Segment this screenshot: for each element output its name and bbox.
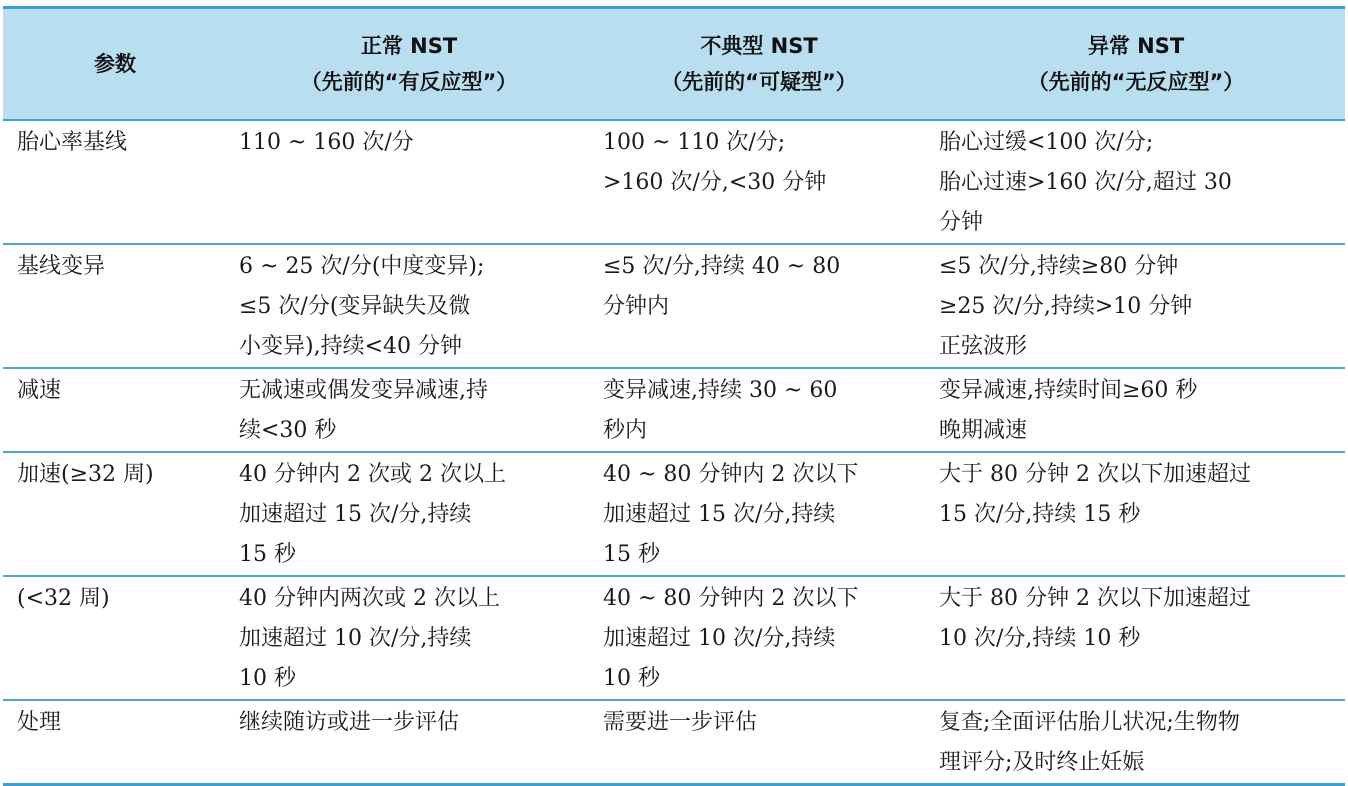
header-atypical-sub: （先前的“可疑型”） (661, 70, 857, 94)
normal-line: 续<30 秒 (239, 418, 337, 443)
normal-cell (227, 700, 591, 785)
header-normal-sub: （先前的“有反应型”） (300, 70, 518, 94)
table-header (3, 8, 1345, 121)
param-cell (3, 576, 227, 700)
atypical-line: 秒内 (603, 418, 648, 443)
normal-cell (227, 244, 591, 368)
abnormal-line: 晚期减速 (939, 418, 1028, 443)
header-normal-title: 正常 NST (360, 34, 458, 58)
normal-line: 110 ~ 160 次/分 (239, 130, 414, 155)
atypical-line: 40 ~ 80 分钟内 2 次以下 (603, 586, 859, 611)
atypical-line: 15 秒 (603, 542, 660, 567)
param-label: 基线变异 (17, 254, 106, 279)
param-cell (3, 368, 227, 452)
header-abnormal (927, 8, 1345, 121)
normal-line: 加速超过 10 次/分,持续 (239, 626, 472, 651)
abnormal-line: 大于 80 分钟 2 次以下加速超过 (939, 586, 1251, 611)
abnormal-cell (927, 120, 1345, 244)
normal-cell (227, 368, 591, 452)
abnormal-line: ≥25 次/分,持续>10 分钟 (939, 294, 1193, 319)
abnormal-line: 10 次/分,持续 10 秒 (939, 626, 1141, 651)
atypical-line: 加速超过 10 次/分,持续 (603, 626, 836, 651)
abnormal-cell (927, 576, 1345, 700)
atypical-line: >160 次/分,<30 分钟 (603, 170, 827, 195)
atypical-cell (591, 120, 927, 244)
normal-line: 加速超过 15 次/分,持续 (239, 502, 472, 527)
atypical-line: 需要进一步评估 (603, 710, 758, 735)
abnormal-cell (927, 368, 1345, 452)
table-row (3, 120, 1345, 244)
normal-line: 继续随访或进一步评估 (239, 710, 460, 735)
normal-cell (227, 452, 591, 576)
normal-line: 小变异),持续<40 分钟 (239, 334, 462, 359)
param-cell (3, 120, 227, 244)
param-cell (3, 700, 227, 785)
atypical-cell (591, 368, 927, 452)
normal-cell (227, 576, 591, 700)
normal-cell (227, 120, 591, 244)
header-atypical-title: 不典型 NST (700, 34, 818, 58)
table-row (3, 576, 1345, 700)
header-abnormal-title: 异常 NST (1087, 34, 1185, 58)
abnormal-line: ≤5 次/分,持续≥80 分钟 (939, 254, 1179, 279)
atypical-cell (591, 452, 927, 576)
param-label: 减速 (17, 378, 62, 403)
param-label: 处理 (17, 710, 62, 735)
header-atypical (591, 8, 927, 121)
atypical-line: 40 ~ 80 分钟内 2 次以下 (603, 462, 859, 487)
abnormal-line: 大于 80 分钟 2 次以下加速超过 (939, 462, 1251, 487)
abnormal-cell (927, 244, 1345, 368)
atypical-line: 10 秒 (603, 666, 660, 691)
abnormal-line: 胎心过速>160 次/分,超过 30 (939, 170, 1232, 195)
param-label: 胎心率基线 (17, 130, 128, 155)
abnormal-cell (927, 700, 1345, 785)
atypical-line: ≤5 次/分,持续 40 ~ 80 (603, 254, 841, 279)
header-param: 参数 (3, 8, 227, 121)
nst-criteria-table (3, 6, 1345, 786)
abnormal-line: 复查;全面评估胎儿状况;生物物 (939, 710, 1240, 735)
atypical-cell (591, 700, 927, 785)
abnormal-cell (927, 452, 1345, 576)
atypical-cell (591, 244, 927, 368)
normal-line: 6 ~ 25 次/分(中度变异); (239, 254, 485, 279)
param-cell (3, 452, 227, 576)
abnormal-line: 变异减速,持续时间≥60 秒 (939, 378, 1198, 403)
param-cell (3, 244, 227, 368)
normal-line: 无减速或偶发变异减速,持 (239, 378, 488, 403)
table-row (3, 700, 1345, 785)
normal-line: 15 秒 (239, 542, 296, 567)
table-row (3, 452, 1345, 576)
table-row (3, 244, 1345, 368)
table-row (3, 368, 1345, 452)
atypical-line: 变异减速,持续 30 ~ 60 (603, 378, 838, 403)
normal-line: 40 分钟内 2 次或 2 次以上 (239, 462, 506, 487)
abnormal-line: 正弦波形 (939, 334, 1028, 359)
abnormal-line: 理评分;及时终止妊娠 (939, 750, 1145, 775)
header-abnormal-sub: （先前的“无反应型”） (1027, 70, 1245, 94)
atypical-line: 分钟内 (603, 294, 670, 319)
param-label: (<32 周) (17, 586, 110, 611)
abnormal-line: 胎心过缓<100 次/分; (939, 130, 1154, 155)
atypical-line: 加速超过 15 次/分,持续 (603, 502, 836, 527)
abnormal-line: 15 次/分,持续 15 秒 (939, 502, 1141, 527)
header-row (3, 8, 1345, 121)
atypical-line: 100 ~ 110 次/分; (603, 130, 786, 155)
normal-line: ≤5 次/分(变异缺失及微 (239, 294, 471, 319)
header-normal (227, 8, 591, 121)
abnormal-line: 分钟 (939, 210, 984, 235)
normal-line: 10 秒 (239, 666, 296, 691)
table-body (3, 120, 1345, 785)
atypical-cell (591, 576, 927, 700)
param-label: 加速(≥32 周) (17, 462, 154, 487)
normal-line: 40 分钟内两次或 2 次以上 (239, 586, 500, 611)
